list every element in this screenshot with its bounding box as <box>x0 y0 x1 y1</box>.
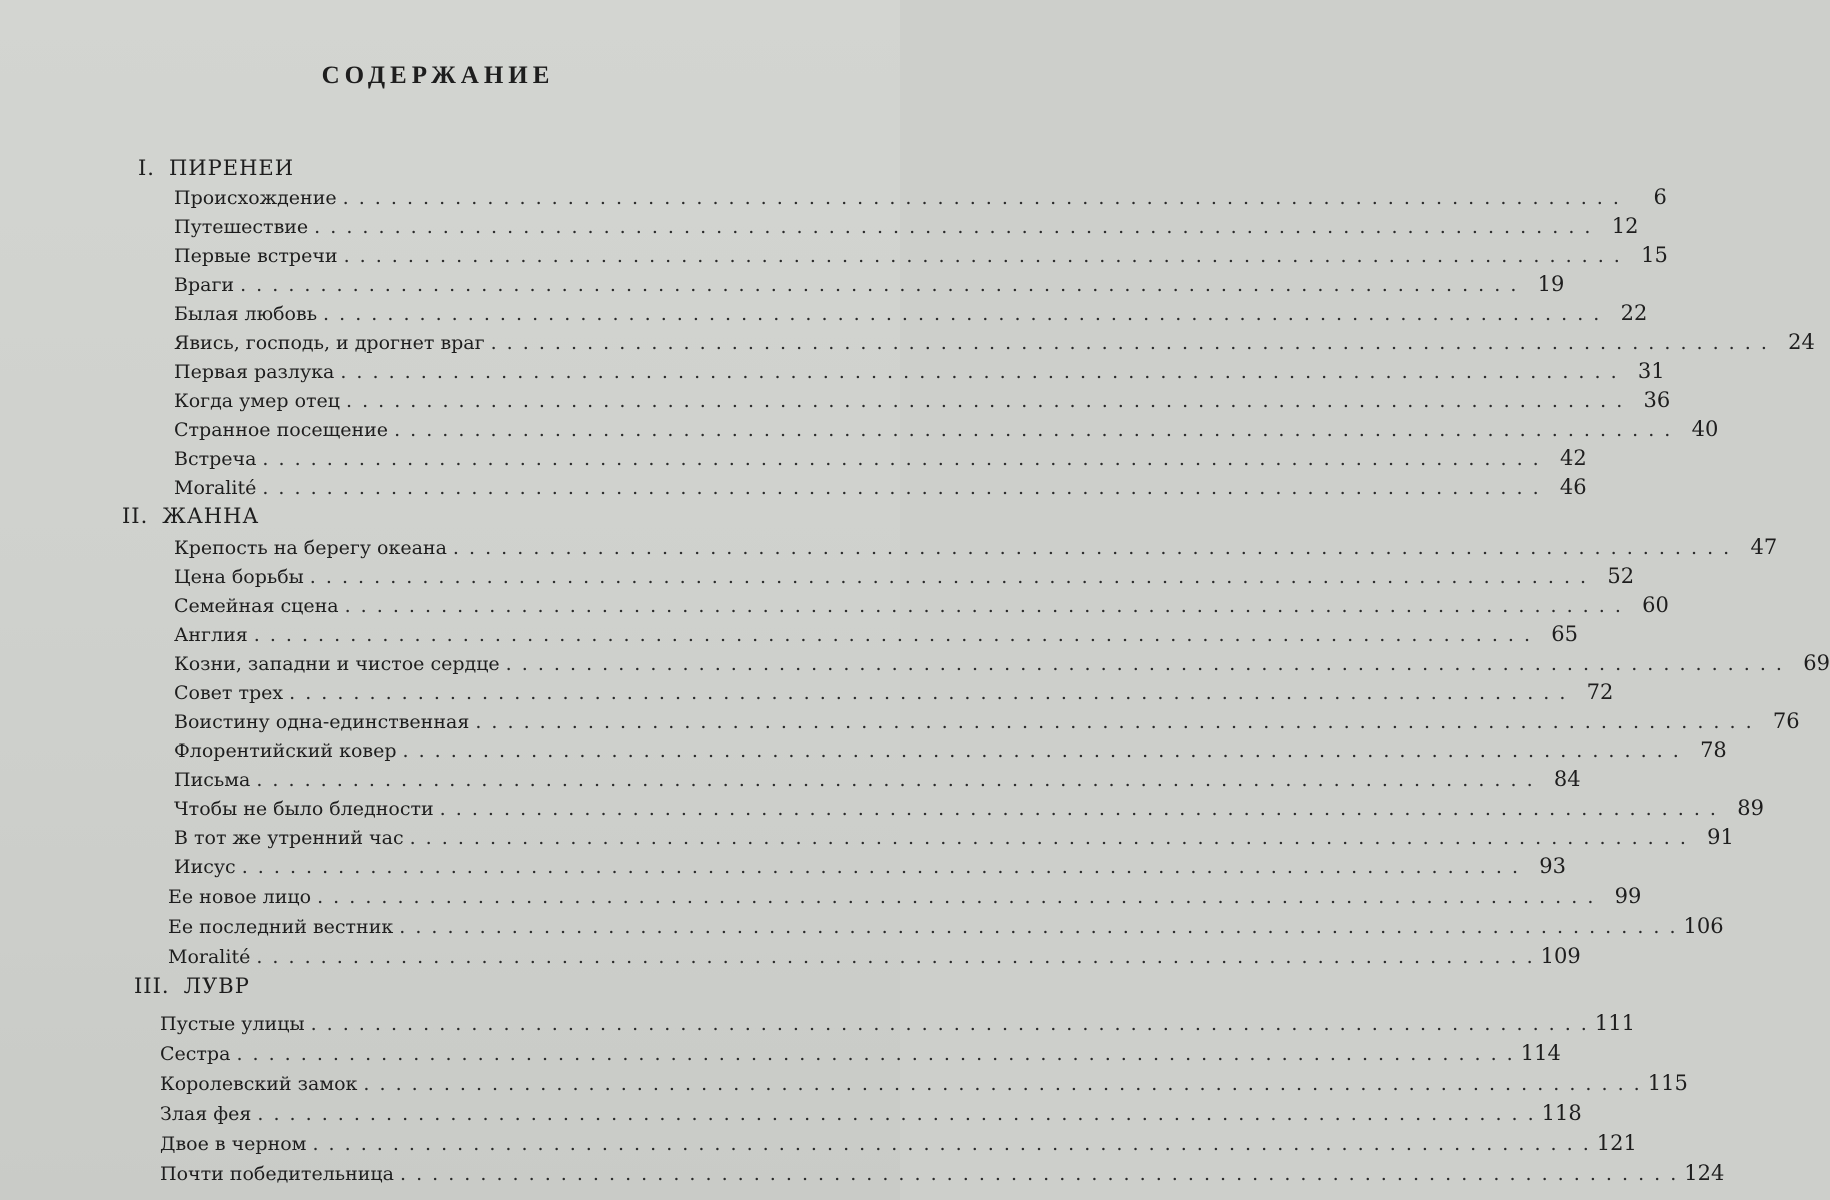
entry-page-number: 115 <box>1647 1071 1688 1095</box>
entry-page-number: 31 <box>1637 359 1665 383</box>
part-number: II. <box>122 504 149 528</box>
entry-title: Двое в черном <box>160 1133 307 1155</box>
entry-page-number: 36 <box>1643 388 1671 412</box>
entry-title: Ее последний вестник <box>168 916 394 938</box>
entry-page-number: 60 <box>1642 593 1669 617</box>
dot-leader: . . . . . . . . . . . . . . . . . . . . . . . . . . . . . . . . . . . . . . . . . . . . . . . . . . . . . . . . . . . . . . . . . . . . . . . . . . . . . . . . <box>344 595 1623 617</box>
entry-title: Письма <box>174 769 251 791</box>
entry-page-number: 69 <box>1803 651 1830 675</box>
entry-title: Козни, западни и чистое сердце <box>174 653 500 675</box>
entry-page-number: 22 <box>1620 301 1648 325</box>
toc-entry <box>160 1099 1582 1128</box>
dot-leader: . . . . . . . . . . . . . . . . . . . . . . . . . . . . . . . . . . . . . . . . . . . . . . . . . . . . . . . . . . . . . . . . . . . . . . . . . . . . . . . . <box>399 916 1678 938</box>
toc-entry <box>174 473 1587 502</box>
entry-page-number: 40 <box>1691 417 1719 441</box>
entry-title: Путешествие <box>174 216 309 238</box>
dot-leader: . . . . . . . . . . . . . . . . . . . . . . . . . . . . . . . . . . . . . . . . . . . . . . . . . . . . . . . . . . . . . . . . . . . . . . . . . . . . . . . . <box>409 827 1688 849</box>
entry-page-number: 89 <box>1737 796 1764 820</box>
entry-page-number: 124 <box>1684 1161 1725 1185</box>
entry-page-number: 121 <box>1596 1131 1637 1155</box>
entry-title: Moralité <box>174 477 257 499</box>
entry-page-number: 19 <box>1537 272 1565 296</box>
entry-title: Злая фея <box>160 1103 252 1125</box>
entry-page-number: 76 <box>1772 709 1800 733</box>
toc-entry <box>174 415 1719 444</box>
toc-entry <box>174 328 1815 357</box>
entry-page-number: 93 <box>1539 854 1566 878</box>
entry-title: Иисус <box>174 856 236 878</box>
toc-entry <box>174 533 1778 562</box>
toc-entry <box>174 299 1648 328</box>
entry-title: Королевский замок <box>160 1073 358 1095</box>
entry-page-number: 99 <box>1614 884 1642 908</box>
entry-title: Встреча <box>174 448 257 470</box>
entry-page-number: 52 <box>1607 564 1635 588</box>
toc-entry <box>168 912 1724 941</box>
entry-page-number: 84 <box>1553 767 1581 791</box>
entry-page-number: 78 <box>1700 738 1727 762</box>
toc-entry <box>174 678 1614 707</box>
toc-entry <box>174 736 1727 765</box>
entry-title: Первые встречи <box>174 245 338 267</box>
dot-leader: . . . . . . . . . . . . . . . . . . . . . . . . . . . . . . . . . . . . . . . . . . . . . . . . . . . . . . . . . . . . . . . . . . . . . . . . . . . . . . . . <box>310 1013 1589 1035</box>
dot-leader: . . . . . . . . . . . . . . . . . . . . . . . . . . . . . . . . . . . . . . . . . . . . . . . . . . . . . . . . . . . . . . . . . . . . . . . . . . . . . . . . <box>256 946 1535 968</box>
dot-leader: . . . . . . . . . . . . . . . . . . . . . . . . . . . . . . . . . . . . . . . . . . . . . . . . . . . . . . . . . . . . . . . . . . . . . . . . . . . . . . . . <box>342 187 1621 209</box>
dot-leader: . . . . . . . . . . . . . . . . . . . . . . . . . . . . . . . . . . . . . . . . . . . . . . . . . . . . . . . . . . . . . . . . . . . . . . . . . . . . . . . . <box>253 624 1533 646</box>
toc-entry <box>160 1069 1688 1098</box>
toc-entry <box>168 882 1642 911</box>
toc-entry <box>174 620 1579 649</box>
part-heading-2 <box>122 502 259 531</box>
entry-title: Семейная сцена <box>174 595 339 617</box>
entry-title: Когда умер отец <box>174 390 340 412</box>
part-number: III. <box>134 974 170 998</box>
dot-leader: . . . . . . . . . . . . . . . . . . . . . . . . . . . . . . . . . . . . . . . . . . . . . . . . . . . . . . . . . . . . . . . . . . . . . . . . . . . . . . . . <box>505 653 1784 675</box>
dot-leader: . . . . . . . . . . . . . . . . . . . . . . . . . . . . . . . . . . . . . . . . . . . . . . . . . . . . . . . . . . . . . . . . . . . . . . . . . . . . . . . . <box>323 303 1602 325</box>
dot-leader: . . . . . . . . . . . . . . . . . . . . . . . . . . . . . . . . . . . . . . . . . . . . . . . . . . . . . . . . . . . . . . . . . . . . . . . . . . . . . . . . <box>314 216 1593 238</box>
entry-page-number: 111 <box>1594 1011 1635 1035</box>
entry-page-number: 106 <box>1683 914 1724 938</box>
entry-title: Воистину одна-единственная <box>174 711 470 733</box>
entry-title: В тот же утренний час <box>174 827 404 849</box>
entry-title: Былая любовь <box>174 303 318 325</box>
part-number: I. <box>138 156 155 180</box>
dot-leader: . . . . . . . . . . . . . . . . . . . . . . . . . . . . . . . . . . . . . . . . . . . . . . . . . . . . . . . . . . . . . . . . . . . . . . . . . . . . . . . . <box>345 390 1625 412</box>
toc-entry <box>174 444 1587 473</box>
toc-entry <box>174 183 1667 212</box>
dot-leader: . . . . . . . . . . . . . . . . . . . . . . . . . . . . . . . . . . . . . . . . . . . . . . . . . . . . . . . . . . . . . . . . . . . . . . . . . . . . . . . . <box>490 332 1769 354</box>
entry-title: Цена борьбы <box>174 566 304 588</box>
dot-leader: . . . . . . . . . . . . . . . . . . . . . . . . . . . . . . . . . . . . . . . . . . . . . . . . . . . . . . . . . . . . . . . . . . . . . . . . . . . . . . . . <box>262 448 1541 470</box>
part-heading-1 <box>138 154 294 183</box>
dot-leader: . . . . . . . . . . . . . . . . . . . . . . . . . . . . . . . . . . . . . . . . . . . . . . . . . . . . . . . . . . . . . . . . . . . . . . . . . . . . . . . . <box>256 769 1535 791</box>
dot-leader: . . . . . . . . . . . . . . . . . . . . . . . . . . . . . . . . . . . . . . . . . . . . . . . . . . . . . . . . . . . . . . . . . . . . . . . . . . . . . . . . <box>312 1133 1591 1155</box>
toc-entry <box>174 562 1635 591</box>
entry-title: Пустые улицы <box>160 1013 305 1035</box>
toc-entry <box>160 1129 1637 1158</box>
entry-title: Происхождение <box>174 187 337 209</box>
toc-entry <box>160 1009 1635 1038</box>
part-title: ЖАННА <box>162 504 260 528</box>
entry-title: Явись, господь, и дрогнет враг <box>174 332 485 354</box>
dot-leader: . . . . . . . . . . . . . . . . . . . . . . . . . . . . . . . . . . . . . . . . . . . . . . . . . . . . . . . . . . . . . . . . . . . . . . . . . . . . . . . . <box>399 1163 1679 1185</box>
entry-page-number: 47 <box>1750 535 1778 559</box>
entry-page-number: 42 <box>1559 446 1587 470</box>
entry-page-number: 109 <box>1540 944 1581 968</box>
dot-leader: . . . . . . . . . . . . . . . . . . . . . . . . . . . . . . . . . . . . . . . . . . . . . . . . . . . . . . . . . . . . . . . . . . . . . . . . . . . . . . . . <box>343 245 1622 267</box>
dot-leader: . . . . . . . . . . . . . . . . . . . . . . . . . . . . . . . . . . . . . . . . . . . . . . . . . . . . . . . . . . . . . . . . . . . . . . . . . . . . . . . . <box>257 1103 1536 1125</box>
entry-title: Англия <box>174 624 248 646</box>
toc-entry <box>174 707 1800 736</box>
toc-entry <box>174 386 1671 415</box>
dot-leader: . . . . . . . . . . . . . . . . . . . . . . . . . . . . . . . . . . . . . . . . . . . . . . . . . . . . . . . . . . . . . . . . . . . . . . . . . . . . . . . . <box>363 1073 1642 1095</box>
entry-title: Крепость на берегу океана <box>174 537 447 559</box>
dot-leader: . . . . . . . . . . . . . . . . . . . . . . . . . . . . . . . . . . . . . . . . . . . . . . . . . . . . . . . . . . . . . . . . . . . . . . . . . . . . . . . . <box>394 419 1673 441</box>
entry-page-number: 65 <box>1551 622 1579 646</box>
dot-leader: . . . . . . . . . . . . . . . . . . . . . . . . . . . . . . . . . . . . . . . . . . . . . . . . . . . . . . . . . . . . . . . . . . . . . . . . . . . . . . . . <box>262 477 1541 499</box>
toc-entry <box>174 241 1668 270</box>
entry-title: Ее новое лицо <box>168 886 312 908</box>
toc-entry <box>168 942 1581 971</box>
toc-entry <box>174 852 1566 881</box>
entry-page-number: 114 <box>1520 1041 1561 1065</box>
toc-entry <box>174 212 1639 241</box>
part-title: ПИРЕНЕИ <box>168 156 295 180</box>
dot-leader: . . . . . . . . . . . . . . . . . . . . . . . . . . . . . . . . . . . . . . . . . . . . . . . . . . . . . . . . . . . . . . . . . . . . . . . . . . . . . . . . <box>475 711 1754 733</box>
entry-page-number: 118 <box>1541 1101 1582 1125</box>
entry-page-number: 46 <box>1559 475 1587 499</box>
dot-leader: . . . . . . . . . . . . . . . . . . . . . . . . . . . . . . . . . . . . . . . . . . . . . . . . . . . . . . . . . . . . . . . . . . . . . . . . . . . . . . . . <box>309 566 1589 588</box>
toc-entry <box>160 1159 1725 1188</box>
entry-page-number: 12 <box>1611 214 1639 238</box>
entry-page-number: 6 <box>1653 185 1667 209</box>
entry-title: Флорентийский ковер <box>174 740 397 762</box>
entry-page-number: 15 <box>1641 243 1668 267</box>
part-title: ЛУВР <box>183 974 250 998</box>
toc-entry <box>160 1039 1561 1068</box>
dot-leader: . . . . . . . . . . . . . . . . . . . . . . . . . . . . . . . . . . . . . . . . . . . . . . . . . . . . . . . . . . . . . . . . . . . . . . . . . . . . . . . . <box>241 856 1520 878</box>
dot-leader: . . . . . . . . . . . . . . . . . . . . . . . . . . . . . . . . . . . . . . . . . . . . . . . . . . . . . . . . . . . . . . . . . . . . . . . . . . . . . . . . <box>340 361 1619 383</box>
toc-entry <box>174 765 1581 794</box>
entry-title: Совет трех <box>174 682 284 704</box>
entry-title: Сестра <box>160 1043 231 1065</box>
dot-leader: . . . . . . . . . . . . . . . . . . . . . . . . . . . . . . . . . . . . . . . . . . . . . . . . . . . . . . . . . . . . . . . . . . . . . . . . . . . . . . . . <box>236 1043 1515 1065</box>
entry-title: Странное посещение <box>174 419 389 441</box>
dot-leader: . . . . . . . . . . . . . . . . . . . . . . . . . . . . . . . . . . . . . . . . . . . . . . . . . . . . . . . . . . . . . . . . . . . . . . . . . . . . . . . . <box>452 537 1732 559</box>
dot-leader: . . . . . . . . . . . . . . . . . . . . . . . . . . . . . . . . . . . . . . . . . . . . . . . . . . . . . . . . . . . . . . . . . . . . . . . . . . . . . . . . <box>439 798 1718 820</box>
toc-entry <box>174 591 1669 620</box>
entry-page-number: 91 <box>1707 825 1734 849</box>
toc-entry <box>174 270 1565 299</box>
toc-entry <box>174 649 1830 678</box>
dot-leader: . . . . . . . . . . . . . . . . . . . . . . . . . . . . . . . . . . . . . . . . . . . . . . . . . . . . . . . . . . . . . . . . . . . . . . . . . . . . . . . . <box>317 886 1596 908</box>
entry-title: Почти победительница <box>160 1163 394 1185</box>
dot-leader: . . . . . . . . . . . . . . . . . . . . . . . . . . . . . . . . . . . . . . . . . . . . . . . . . . . . . . . . . . . . . . . . . . . . . . . . . . . . . . . . <box>240 274 1519 296</box>
toc-entry <box>174 823 1734 852</box>
toc-entry <box>174 794 1764 823</box>
entry-title: Чтобы не было бледности <box>174 798 434 820</box>
entry-title: Первая разлука <box>174 361 335 383</box>
part-heading-3 <box>134 972 250 1001</box>
dot-leader: . . . . . . . . . . . . . . . . . . . . . . . . . . . . . . . . . . . . . . . . . . . . . . . . . . . . . . . . . . . . . . . . . . . . . . . . . . . . . . . . <box>402 740 1681 762</box>
page-title: СОДЕРЖАНИЕ <box>321 62 555 89</box>
dot-leader: . . . . . . . . . . . . . . . . . . . . . . . . . . . . . . . . . . . . . . . . . . . . . . . . . . . . . . . . . . . . . . . . . . . . . . . . . . . . . . . . <box>289 682 1568 704</box>
entry-page-number: 24 <box>1788 330 1815 354</box>
entry-title: Враги <box>174 274 235 296</box>
entry-title: Moralité <box>168 946 251 968</box>
toc-entry <box>174 357 1665 386</box>
entry-page-number: 72 <box>1586 680 1614 704</box>
